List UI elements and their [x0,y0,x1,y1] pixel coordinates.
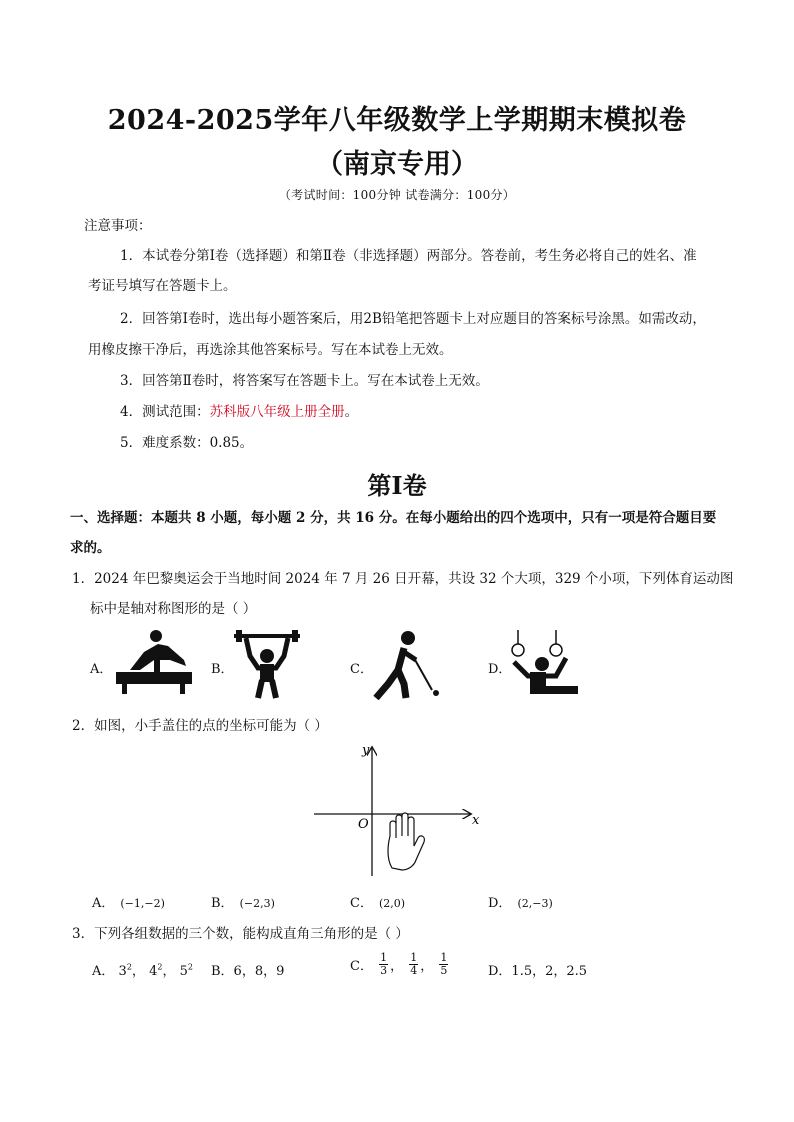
q2-option-d-value: (2,−3) [517,897,553,910]
q1-option-d-label: D． [488,662,512,677]
note-1-line1: 1．本试卷分第Ⅰ卷（选择题）和第Ⅱ卷（非选择题）两部分。答卷前，考生务必将自己的姓名、准 [120,248,697,264]
q1-option-a-label: A． [90,662,113,677]
q1-option-b-label: B． [211,662,234,677]
q3-option-c [350,952,450,977]
test-range: 苏科版八年级上册全册 [209,404,345,420]
frac1-den: 3 [380,964,388,977]
q2-stem: 2．如图，小手盖住的点的坐标可能为（ ） [72,718,328,734]
frac3-num: 1 [440,951,448,964]
q2-option-d-label: D． [488,896,512,911]
note-2-line2: 用橡皮擦干净后，再选涂其他答案标号。写在本试卷上无效。 [88,342,453,358]
q2-option-a [92,892,165,911]
weightlifting-icon [232,630,302,700]
rings-gymnastics-icon [506,630,580,700]
frac1-num: 1 [380,951,388,964]
note-3: 3．回答第Ⅱ卷时，将答案写在答题卡上。写在本试卷上无效。 [120,373,489,389]
q3-option-a [92,960,193,979]
exam-title: 2024-2025学年八年级数学上学期期末模拟卷 [107,105,687,136]
exam-subtitle: （南京专用） [316,149,478,180]
q3-a-sep2: ， [162,964,176,979]
notes-heading: 注意事项： [84,218,152,234]
frac2-num: 1 [410,951,418,964]
q3-c-sep2: ， [420,959,434,974]
note-4-prefix: 4．测试范围： [120,404,210,420]
note-4 [120,402,358,422]
golf-icon [370,630,442,700]
q3-c-sep1: ， [390,959,404,974]
q2-option-c-label: C． [350,896,373,911]
exam-info: （考试时间：100分钟 试卷满分：100分） [278,188,516,202]
section-instruction-line2: 求的。 [70,540,111,556]
q2-option-b [211,892,275,911]
q2-option-a-label: A． [92,896,115,911]
origin-label: O [358,817,369,832]
note-1-line2: 考证号填写在答题卡上。 [88,278,237,294]
fraction-1-3 [379,952,388,977]
q2-option-c-value: (2,0) [378,897,406,910]
pommel-horse-icon [114,630,196,696]
q3-a-base3: 5 [179,964,188,979]
note-2-line1: 2．回答第Ⅰ卷时，选出每小题答案后，用2B铅笔把答题卡上对应题目的答案标号涂黑。如需改动， [120,311,706,327]
q3-option-b: B．6，8，9 [211,964,285,979]
q3-a-sep1: ， [131,964,145,979]
section-title: 第Ⅰ卷 [367,471,427,500]
q1-stem-line2: 标中是轴对称图形的是（ ） [90,601,257,617]
q1-stem-line1: 1．2024 年巴黎奥运会于当地时间 2024 年 7 月 26 日开幕，共设 32 个大项，329 个小项，下列体育运动图 [72,571,734,587]
section-instruction-line1: 一、选择题：本题共 8 小题，每小题 2 分，共 16 分。在每小题给出的四个选项中，只有一项是符合题目要 [70,510,717,526]
note-5: 5．难度系数：0.85。 [120,435,254,451]
fraction-1-4 [409,952,418,977]
frac3-den: 5 [440,964,448,977]
q2-option-a-value: (−1,−2) [120,897,165,910]
coordinate-diagram [310,740,485,880]
q3-a-base2: 4 [149,964,158,979]
q1-option-c-label: C． [350,662,373,677]
q3-stem: 3．下列各组数据的三个数，能构成直角三角形的是（ ） [72,926,409,942]
q2-option-b-value: (−2,3) [239,897,275,910]
frac2-den: 4 [410,964,418,977]
q2-option-d [488,892,553,911]
q3-a-exp1: 2 [126,962,132,972]
hand-icon [388,813,424,870]
q3-a-base1: 3 [118,964,127,979]
q3-option-c-label: C． [350,959,373,974]
x-axis-label: x [472,813,480,828]
fraction-1-5 [439,952,448,977]
q3-option-a-label: A． [92,964,115,979]
q2-option-b-label: B． [211,896,234,911]
q2-option-c [350,892,405,911]
note-4-suffix: 。 [344,404,359,420]
y-axis-label: y [362,743,370,758]
q3-a-exp2: 2 [157,962,163,972]
q3-option-d: D．1.5，2，2.5 [488,964,588,979]
q3-a-exp3: 2 [187,962,193,972]
